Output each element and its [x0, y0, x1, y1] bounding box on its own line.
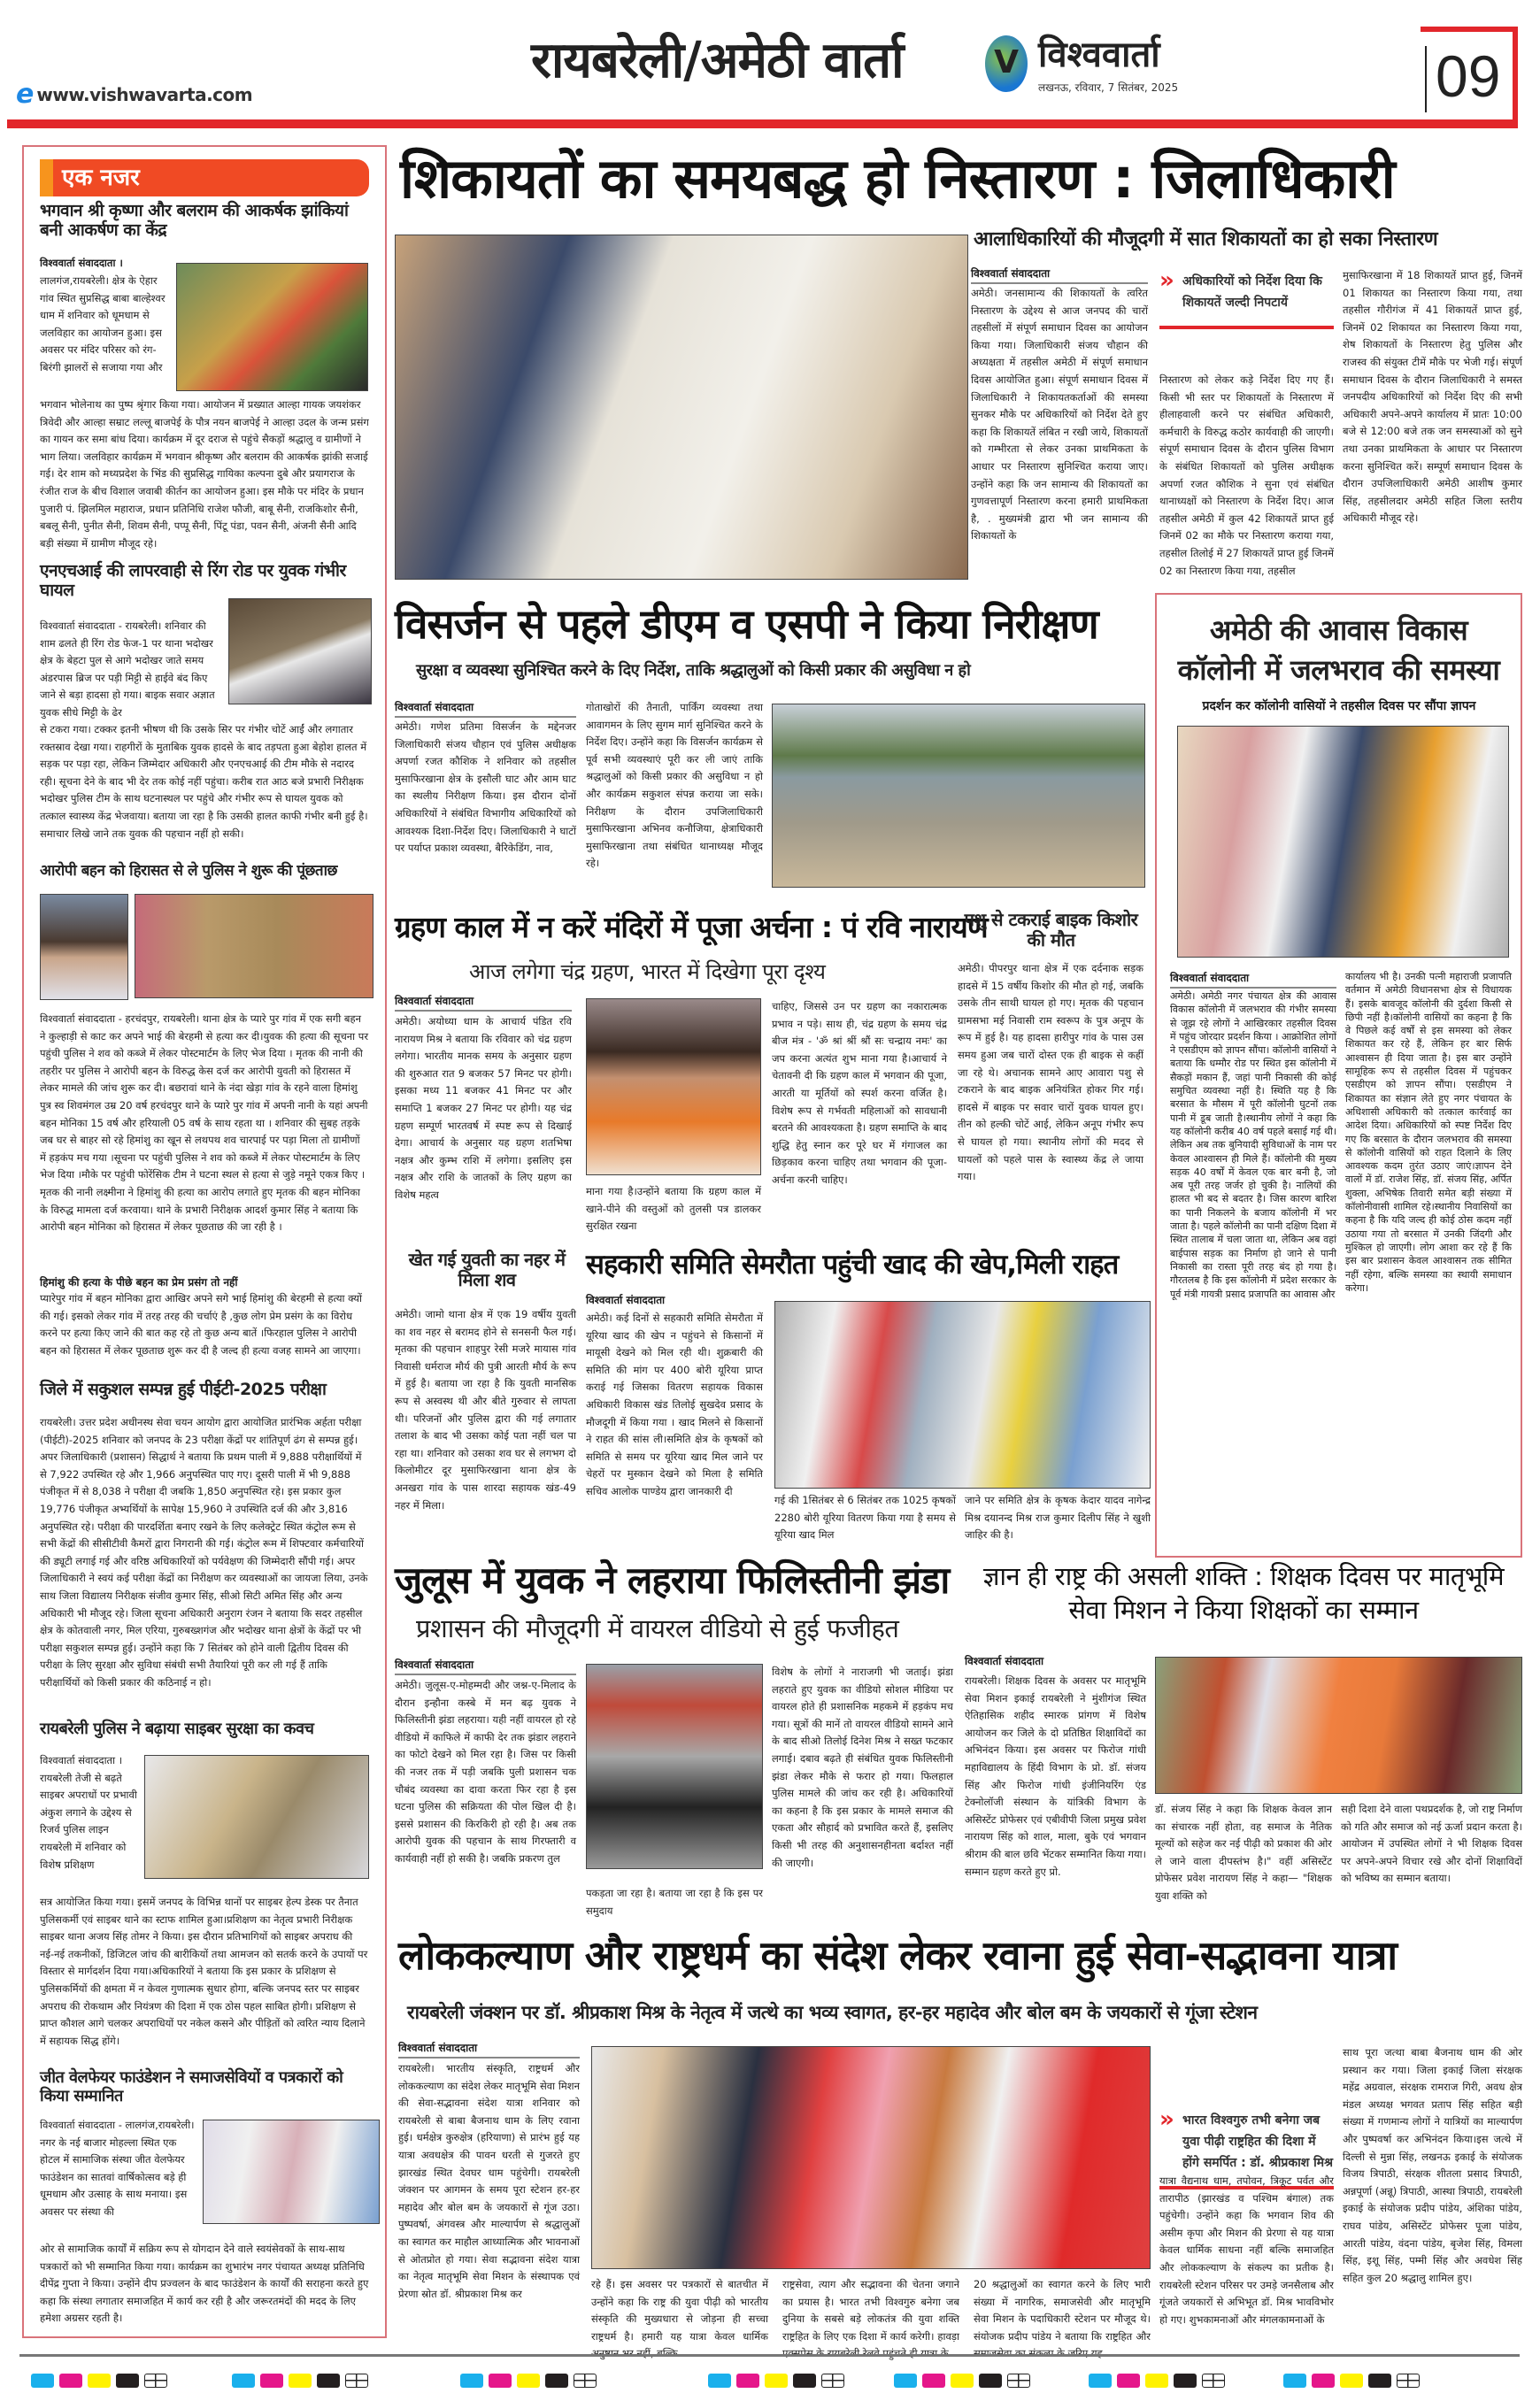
pashu-headline: पशु से टकराई बाइक किशोर की मौत — [964, 909, 1138, 950]
color-registration-marks — [708, 2374, 844, 2388]
byline: विश्ववार्ता संवाददाता — [395, 993, 572, 1014]
victim-portrait-photo — [40, 894, 128, 1000]
grahan-headline: ग्रहण काल में न करें मंदिरों में पूजा अर्चना : पं रवि नारायण — [395, 910, 988, 944]
byline: विश्ववार्ता संवाददाता — [1170, 970, 1336, 991]
julus-subheadline: प्रशासन की मौजूदगी में वायरल वीडियो से हुई फजीहत — [416, 1613, 899, 1643]
lead-column-2: निस्तारण को लेकर कड़े निर्देश दिए गए हैं। किसी भी स्तर पर शिकायतों के निस्तारण में हीलाहवाली करने पर संबंधित अधिकारी, कर्मचारी के विरुद्ध कठोर कार्यवाही की जाएगी। संपूर्ण समाधान दिवस के दौरान पुलिस विभाग के संबंधित शिकायतों को पुलिस अधीक्षक अपर्णा रजत कौशिक ने सुना एवं संबंधित थानाध्यक्षों को निस्तारण के निर्देश दिए। आज तहसील अमेठी में कुल 42 शिकायतें प्राप्त हुई जिनमें 02 का मौके पर निस्तारण कराया गया, तहसील तिलोई में 27 शिकायतें प्राप्त हुई जिनमें 02 का निस्तारण किया गया, तहसील — [1159, 373, 1334, 577]
lokkalyan-column-3: राष्ट्रसेवा, त्याग और सद्भावना की चेतना जगाने का प्रयास है। भारत तभी विश्वगुरु बनेगा जब दुनिया के सबसे बड़े लोकतंत्र की युवा शक्ति राष्ट्रहित के लिए एक दिशा में कार्य करेगी। हावड़ा — [782, 2278, 959, 2343]
story-headline: जीत वेलफेयर फाउंडेशन ने समाजसेवियों व पत्रकारों को किया सम्मानित — [40, 2068, 343, 2105]
story-body: रायबरेली। उत्तर प्रदेश अधीनस्थ सेवा चयन आयोग द्वारा आयोजित प्रारंभिक अर्हता परीक्षा (पीईटी)-2025 शनिवार को जनपद के 23 परीक्षा केंद्रों पर शांतिपूर्ण ढंग से सम्पन्न हुई। अपर जिलाधिकारी (प्रशासन) सिद्धार्थ ने बताया कि प्रथम पाली में 9,888 परीक्षार्थियों में से 7,922 उपस्थित रहे और 1,966 अनुपस्थित पाए गए। दूसरी पाली में भी 9,888 पंजीकृत में से 8,038 ने परीक्षा दी जबकि 1,850 अनुपस्थित रहे। इस प्रकार कुल 19,776 पंजीकृत अभ्यर्थियों के सापेक्ष 15,960 ने उपस्थिति दर्ज की और 3,816 अनुपस्थित रहे। परीक्षा की पारदर्शिता बनाए रखने के लिए कलेक्ट्रेट स्थित कंट्रोल रूम से सभी केंद्रों की सीसीटीवी कैमरों द्वारा निगरानी की गई। कंट्रोल रूम में शिफ्टवार कर्मचारियों की ड्यूटी लगाई गई और वरिष्ठ अधिकारियों को पर्यवेक्षण की जिम्मेदारी सौंपी गई। अपर जिलाधिकारी ने स्वयं कई परीक्षा केंद्रों का निरीक्षण कर व्यवस्थाओं का जायजा लिया, उनके साथ जिला विद्यालय निरीक्षक संजीव कुमार सिंह, सीओ सिटी अमित सिंह और अन्य अधिकारी भी मौजूद रहे। जिला सूचना अधिकारी अनुराग रंजन ने बताया कि सदर तहसील क्षेत्र के कोतवाली नगर, मिल एरिया, गुरुबख्शगंज और भदोखर थाना क्षेत्रों के केंद्रों पर भी परीक्षा सकुशल सम्पन्न हुई। उन्होंने कहा कि 7 सितंबर को होने वाली द्वितीय दिवस की परीक्षा के लिए सुरक्षा और सुविधा संबंधी सभी तैयारियां पूरी कर ली गई हैं ताकि परीक्षार्थियों को किसी प्रकार की कठिनाई न हो। — [40, 1416, 368, 1689]
color-registration-marks — [460, 2374, 597, 2388]
visarjan-column-1: अमेठी। गणेश प्रतिमा विसर्जन के मद्देनजर जिलाधिकारी संजय चौहान एवं पुलिस अधीक्षक अपर्णा रजत कौशिक ने शनिवार को तहसील मुसाफिरखाना क्षेत्र के इसौली घाट और आम घाट का स्थलीय निरीक्षण किया। इस दौरान दोनों अधिकारियों ने संबंधित विभागीय अधिकारियों को आवश्यक दिशा-निर्देश दिए। जिलाधिकारी ने घाटों पर पर्याप्त प्रकाश व्यवस्था, बैरिकेडिंग, नाव, — [395, 720, 576, 855]
visarjan-headline: विसर्जन से पहले डीएम व एसपी ने किया निरीक्षण — [395, 600, 1098, 648]
story-byline: विश्ववार्ता संवाददाता । — [40, 257, 123, 269]
lead-subheadline: आलाधिकारियों की मौजूदगी में सात शिकायतों का हो सका निस्तारण — [974, 228, 1438, 250]
awas-headline: अमेठी की आवास विकास कॉलोनी में जलभराव की समस्या — [1177, 613, 1500, 687]
khet-headline: खेत गई युवती का नहर में मिला शव — [408, 1249, 566, 1290]
byline: विश्ववार्ता संवाददाता — [395, 699, 576, 720]
globe-v-logo-icon: V — [985, 35, 1028, 92]
story-body: सत्र आयोजित किया गया। इसमें जनपद के विभिन्न थानों पर साइबर हेल्प डेस्क पर तैनात पुलिसकर्मी एवं साइबर थाने का स्टाफ शामिल हुआ।प्रशिक्षण का नेतृत्व प्रभारी निरीक्षक साइबर थाना अजय सिंह तोमर ने किया। इस दौरान प्रतिभागियों को साइबर अपराध की नई-नई तकनीकों, डिजिटल जांच की बारीकियों तथा आमजन को सतर्क करने के उपायों पर विस्तार से मार्गदर्शन दिया गया।अधिकारियों ने बताया कि इस प्रकार के प्रशिक्षण से पुलिसकर्मियों की क्षमता में न केवल गुणात्मक सुधार होगा, बल्कि जनपद स्तर पर साइबर अपराध की रोकथाम और नियंत्रण की दिशा में एक ठोस पहल साबित होगी। प्रशिक्षण से प्राप्त कौशल आगे चलकर अपराधियों पर नकेल कसने और पीड़ितों को त्वरित न्याय दिलाने में सहायक सिद्ध होंगे। — [40, 1896, 368, 2047]
website-link[interactable]: e www.vishwavarta.com — [16, 79, 253, 110]
footer-rule — [19, 2354, 1520, 2357]
sahkari-column-1: अमेठी। कई दिनों से सहकारी समिति सेमरौता में यूरिया खाद की खेप न पहुंचने से किसानों में मायूसी देखने को मिल रही थी। शुक्रबारी की समिति की मांग पर 400 बोरी यूरिया प्राप्त कराई गई जिसका वितरण सहायक विकास अधिकारी विकास खंड तिलोई सुखदेव प्रसाद के मौजदूगी में किया गया । खाद मिलने से किसानों ने राहत की सांस ली।समिति क्षेत्र के कृषकों को समिति से समय पर यूरिया खाद मिल जाने पर चेहरों पर मुस्कान देखने को मिला है समिति सचिव आलोक पाण्डेय द्वारा जानकारी दी — [586, 1312, 763, 1497]
story-body: विश्ववार्ता संवाददाता - रायबरेली। शनिवार की शाम ढलते ही रिंग रोड फेज-1 पर थाना भदोखर क्षेत्र के बेहटा पुल से आगे भदोखर जाते समय अंडरपास ब्रिज पर पड़ी मिट्टी से हाईवे बंद किए जाने से बड़ा हादसा हो गया। बाइक सवार अज्ञात युवक सीधे मिट्टी के ढेर — [40, 619, 215, 719]
urea-distribution-photo — [774, 1301, 1151, 1489]
julus-column-1: अमेठी। जुलूस-ए-मोहम्मदी और जश्न-ए-मिलाद के दौरान इन्हौना कस्बे में मन बढ़ युवक ने फिलिस्तीनी झंडा लहराया। यही नहीं वायरल हो रहे वीडियो में काफिले में काफी देर तक झंडार लहराने का फोटो देखने को मिल रहा है। जिस पर किसी की नजर तक में पड़ी जबकि पुली प्रशासन चक चौबंद व्यवस्था का दावा करता फिर रहा है इस घटना पुलिस की सक्रियता की पोल खिल दी है।इससे प्रशासन की किरकिरी हो रही है। अब तक आरोपी युवक की पहचान के साथ गिरफ्तारी व कार्यवाही नहीं हो सकी है। जबकि प्रकरण तुल — [395, 1679, 576, 1865]
pashu-body: अमेठी। पीपरपुर थाना क्षेत्र में एक दर्दनाक सड़क हादसे में 15 वर्षीय किशोर की मौत हो गई, जबकि उसके तीन साथी घायल हो गए। मृतक की पहचान ग्रामसभा मई निवासी राम स्वरूप के पुत्र अनूप के रूप में हुई है। यह हादसा हारीपुर गांव के पास उस समय हुआ जब चारों दोस्त एक ही बाइक से कहीं जा रहे थे। अचानक सामने आए आवारा पशु से टकराने के बाद बाइक अनियंत्रित होकर गिर गई।हादसे में बाइक पर सवार चारों युवक घायल हुए। तीन को हल्की चोटें आई, लेकिन अनूप गंभीर रूप से घायल हो गया। स्थानीय लोगों की मदद से घायलों को पहले पास के स्वास्थ्य केंद्र ले जाया गया। — [958, 962, 1143, 1183]
story-headline: रायबरेली पुलिस ने बढ़ाया साइबर सुरक्षा का कवच — [40, 1720, 314, 1738]
chevron-quote-icon: » — [1159, 267, 1174, 294]
sahkari-column-2: गई की 1सितंबर से 6 सितंबर तक 1025 कृषकों 2280 बोरी यूरिया वितरण किया गया है समय से यूरिया खाद मिल — [774, 1494, 956, 1542]
story-headline: आरोपी बहन को हिरासत से ले पुलिस ने शुरू की पूंछताछ — [40, 862, 337, 880]
story-body: विश्ववार्ता संवाददाता । रायबरेली तेजी से बढ़ते साइबर अपराधों पर प्रभावी अंकुश लगाने के उद्देश्य से रिजर्व पुलिस लाइन रायबरेली में शनिवार को विशेष प्रशिक्षण — [40, 1754, 137, 1871]
palestine-flag-procession-photo — [586, 1664, 763, 1869]
lokkalyan-subheadline: रायबरेली जंक्शन पर डॉ. श्रीप्रकाश मिश्र के नेतृत्व में जत्थे का भव्य स्वागत, हर-हर महादेव और बोल बम के जयकारों से गूंजा स्टेशन — [407, 2002, 1258, 2023]
samadhan-diwas-meeting-photo — [395, 235, 968, 580]
khet-body: अमेठी। जामो थाना क्षेत्र में एक 19 वर्षीय युवती का शव नहर से बरामद होने से सनसनी फैल गई। मृतका की पहचान शाहपुर रेसी मजरे मायास गांव निवासी धर्मराज मौर्य की पुत्री आरती मौर्य के रूप में हुई है। बताया जा रहा है कि युवती मानसिक रूप से अस्वस्थ थी और बीते गुरुवार से लापता थी। परिजनों और पुलिस द्वारा की गई लगातार तलाश के बाद भी उसका कोई पता नहीं चल पा रहा था। शनिवार को उसका शव घर से लगभग दो किलोमीटर दूर मुसाफिरखाना थाना क्षेत्र के अनखरा गांव के पास शारदा सहायक खंड-49 नहर में मिला। — [395, 1308, 576, 1512]
julus-column-3: विशेष के लोगों ने नाराजगी भी जताई। झंडा लहराते हुए युवक का वीडियो सोशल मीडिया पर वायरल होते ही प्रशासनिक महकमे में हड़कंप मच गया। सूत्रों की मानें तो वायरल वीडियो सामने आने के बाद सीओ तिलोई दिनेश मिश्र ने सख्त फटकार लगाई। दबाव बढ़ते ही संबंधित युवक फिलिस्तीनी झंडा लेकर मौके से फरार हो गया। फिलहाल पुलिस मामले की जांच कर रही है। अधिकारियों का कहना है कि इस प्रकार के मामले समाज की एकता और सौहार्द को प्रभावित करते हैं, इसलिए किसी भी तरह की अनुशासनहीनता बर्दाश्त नहीं की जाएगी। — [772, 1666, 953, 1869]
story-headline: जिले में सकुशल सम्पन्न हुई पीईटी-2025 परीक्षा — [40, 1380, 327, 1399]
injured-youth-photo — [228, 598, 372, 704]
byline: विश्ववार्ता संवाददाता — [586, 1294, 666, 1306]
visarjan-column-2: गोताखोरों की तैनाती, पार्किंग व्यवस्था तथा आवागमन के लिए सुगम मार्ग सुनिश्चित करने के निर्देश दिए। उन्होंने कहा कि विसर्जन कार्यक्रम से पूर्व सभी व्यवस्थाएं पूरी कर ली जाएं ताकि श्रद्धालुओं को किसी प्रकार की असुविधा न हो और कार्यक्रम सकुशल संपन्न कराया जा सके। निरीक्षण के दौरान उपजिलाधिकारी मुसाफिरखाना अभिनव कनौजिया, क्षेत्राधिकारी मुसाफिरखाना तथा संबंधित थानाध्यक्ष मौजूद रहे। — [586, 701, 763, 870]
header-red-bar — [7, 119, 1518, 128]
ghat-inspection-photo — [772, 704, 1145, 888]
lokkalyan-pullquote: » भारत विश्वगुरु तभी बनेगा जब युवा पीढ़ी राष्ट्रहित की दिशा में होंगे समर्पित : डॉ. श्रीप्रकाश मिश्र — [1159, 2106, 1334, 2189]
lokkalyan-column-6: साथ पूरा जत्था बाबा बैजनाथ धाम की ओर प्रस्थान कर गया। जिला इकाई जिला संरक्षक महेंद्र अग्रवाल, संरक्षक रामराज गिरी, अवध क्षेत्र मंडल अध्यक्ष भगवत प्रताप सिंह सहित बड़ी संख्या में गणमान्य लोगों ने यात्रियों का माल्यार्पण और पुष्पवर्षा कर अभिनंदन किया।इस जत्थे में दिल्ली से मुन्ना सिंह, लखनऊ इकाई के संयोजक विजय त्रिपाठी, संरक्षक शीतला प्रसाद त्रिपाठी, अन्नपूर्णा (अन्नू) त्रिपाठी, आस्था त्रिपाठी, रायबरेली इकाई के संयोजक प्रदीप पांडेय, अंशिका पांडेय, राघव पांडेय, असिस्टेंट प्रोफेसर पूजा पांडेय, आरती पांडेय, वंदना पांडेय, बृजेश सिंह, विमला सिंह, इशू सिंह, पम्मी सिंह और अवधेश सिंह सहित कुल 20 श्रद्धालु शामिल हुए। — [1343, 2046, 1522, 2284]
pandit-ravi-narayan-photo — [586, 998, 761, 1175]
story-body: विश्ववार्ता संवाददाता - लालगंज,रायबरेली।नगर के नई बाजार मोहल्ला स्थित एक होटल में सामाजिक संस्था जीत वेलफेयर फाउंडेशन का सातवां वार्षिकोत्सव बड़े ही धूमधाम और उत्साह के साथ मनाया। इस अवसर पर संस्था की — [40, 2119, 195, 2218]
story-headline: भगवान श्री कृष्णा और बलराम की आकर्षक झांकियां बनी आकर्षण का केंद्र — [40, 201, 349, 240]
lead-column-3: मुसाफिरखाना में 18 शिकायतें प्राप्त हुई, जिनमें 01 शिकायत का निस्तारण किया गया, तथा तहसील गौरीगंज में 41 शिकायतें प्राप्त हुई, जिनमें 02 शिकायत का निस्तारण किया गया, शेष शिकायतों के निस्तारण हेतु पुलिस और राजस्व की संयुक्त टीमें मौके पर भेजी गई। संपूर्ण समाधान दिवस के दौरान जिलाधिकारी ने समस्त जनपदीय अधिकारियों को निर्देश दिए की सभी अधिकारी अपने-अपने कार्यालय में प्रातः 10:00 बजे से 12:00 बजे तक जन समस्याओं को सुने तथा उनका प्राथमिकता के आधार पर निस्तारण करना सुनिश्चित करें। सम्पूर्ण समाधान दिवस के दौरान उपजिलाधिकारी अमेठी आशीष कुमार सिंह, तहसीलदार अमेठी सहित जिला स्तरीय अधिकारी मौजूद रहे। — [1343, 269, 1522, 525]
color-registration-marks — [894, 2374, 1030, 2388]
story-body: विश्ववार्ता संवाददाता - हरचंदपुर, रायबरेली। थाना क्षेत्र के प्यारे पुर गांव में एक सगी बहन ने कुल्हाड़ी से काट कर अपने भाई की बेरहमी से हत्या कर दी।युवक की हत्या की सूचना पर पहुंची पुलिस ने शव को कब्जे में लेकर पोस्टमार्टम के लिए भेज दिया । मृतक की नानी की तहरीर पर पुलिस ने आरोपी बहन के विरुद्ध केस दर्ज कर आरोपी युवती को हिरासत में लेकर मामले की जांच शुरू कर दी। बछरावां थाने के नंदा खेड़ा गांव के रहने वाला हिमांशु पुत्र स्व शिवमंगल उम्र 20 वर्ष हरचंदपुर थाने के प्यारे पुर गांव में अपनी नानी के यहां अपनी बहन मोनिका 15 वर्ष और हरियाली 05 वर्ष के साथ रहता था । शनिवार की सुबह तड़के जब घर से बाहर सो रहे हिमांशु का खून से लथपथ शव चारपाई पर पड़ा मिला तो ग्रामीणों में हड़कंप मच गया ।सूचना पर पहुंची पुलिस ने शव को कब्जे में लेकर पोस्टमार्टम के लिए भेज दिया ।मौके पर पहुंची फोरेंसिक टीम ने घटना स्थल से हत्या से जुड़े नमूने एकत्र किए ।मृतक की नानी लक्ष्मीना ने हिमांशु की हत्या का आरोप लगाते हुए मृतक की बहन मोनिका के विरुद्ध मामला दर्ज करवाया। थाने के प्रभारी निरीक्षक आदर्श कुमार सिंह ने बताया कि आरोपी बहन मोनिका को हिरासत में लेकर पूछताछ की जा रही है । — [40, 1012, 369, 1234]
awas-column-2: कार्यालय भी है। उनकी पत्नी महाराजी प्रजापति वर्तमान में अमेठी विधानसभा क्षेत्र से विधायक हैं। इसके बावजूद कॉलोनी की दुर्दशा किसी से छिपी नहीं है।कॉलोनी वासियों का कहना है कि वे पिछले कई वर्षों से इस समस्या को लेकर शिकायत कर रहे हैं, लेकिन हर बार सिर्फ आश्वासन ही दिया जाता है। इस बार उन्होंने सामूहिक रूप से तहसील दिवस में पहुंचकर एसडीएम को ज्ञापन सौंपा। एसडीएम ने शिकायत का संज्ञान लेते हुए नगर पंचायत के अधिशासी अधिकारी को तत्काल कार्रवाई का आदेश दिया। अधिकारियों को स्पष्ट निर्देश दिए गए कि बरसात के दौरान जलभराव की समस्या से कॉलोनी वासियों को राहत दिलाने के लिए आवश्यक कदम तुरंत उठाए जाएं।ज्ञापन देने वालों में डॉ. राजेश सिंह, डॉ. संजय सिंह, अर्पित शुक्ला, अभिषेक तिवारी समेत बड़ी संख्या में कॉलोनीवासी शामिल रहे।स्थानीय निवासियों का कहना है कि यदि जल्द ही कोई ठोस कदम नहीं उठाया गया तो बरसात में उनकी जिंदगी और मुश्किल हो जाएगी। लोग आशा कर रहे हैं कि इस बार प्रशासन केवल आश्वासन तक सीमित नहीं रहेगा, बल्कि समस्या का स्थायी समाधान करेगा। — [1345, 971, 1512, 1294]
lokkalyan-column-5: यात्रा वैद्यनाथ धाम, तपोवन, त्रिकूट पर्वत और तारापीठ (झारखंड व पश्चिम बंगाल) तक पहुंचेगी। उन्होंने कहा कि भगवान शिव की असीम कृपा और मिशन की प्रेरणा से यह यात्रा केवल धार्मिक साधना नहीं बल्कि समाजहित और लोककल्याण के संकल्प का प्रतीक है। रायबरेली स्टेशन परिसर पर उमड़े जनसैलाब और गूंजते जयकारों से अभिभूत डॉ. मिश्र भावविभोर हो गए। शुभकामनाओं और मंगलकामनाओं के — [1159, 2174, 1334, 2326]
lokkalyan-headline: लोककल्याण और राष्ट्रधर्म का संदेश लेकर रवाना हुई सेवा-सद्भावना यात्रा — [398, 1932, 1398, 1979]
grahan-column-1: अमेठी। अयोध्या धाम के आचार्य पंडित रवि नारायण मिश्र ने बताया कि रविवार को चंद्र ग्रहण लगेगा। भारतीय मानक समय के अनुसार ग्रहण की शुरुआत रात 9 बजकर 57 मिनट पर होगी। इसका मध्य 11 बजकर 41 मिनट पर और समाप्ति 1 बजकर 27 मिनट पर होगी। यह चंद्र ग्रहण सम्पूर्ण भारतवर्ष में स्पष्ट रूप से दिखाई देगा। आचार्य के अनुसार यह ग्रहण शतभिषा नक्षत्र और कुम्भ राशि में लगेगा। इसलिए इस नक्षत्र और राशि के जातकों के लिए ग्रहण का विशेष महत्व — [395, 1015, 572, 1201]
story-body: प्यारेपुर गांव में बहन मोनिका द्वारा आखिर अपने सगे भाई हिमांशु की बेरहमी से हत्या क्यों की गई। इसको लेकर गांव में तरह तरह की चर्चाएं है ,कुछ लोग प्रेम प्रसंग के का विरोध करने पर हत्या किए जाने की बात कह रहे तो कुछ अन्य बातें ।फिरहाल पुलिस ने आरोपी बहन को हिरासत में लेकर पूछताछ शुरू कर दी है जल्द ही हत्या वजह सामने आ जाएगा। — [40, 1292, 362, 1357]
story-headline: एनएचआई की लापरवाही से रिंग रोड पर युवक गंभीर घायल — [40, 561, 346, 600]
gyan-headline: ज्ञान ही राष्ट्र की असली शक्ति : शिक्षक दिवस पर मातृभूमि सेवा मिशन ने किया शिक्षकों का सम्मान — [982, 1561, 1505, 1625]
byline: विश्ववार्ता संवाददाता — [398, 2040, 580, 2061]
julus-headline: जुलूस में युवक ने लहराया फिलिस्तीनी झंडा — [395, 1558, 950, 1602]
story-body: से टकरा गया। टक्कर इतनी भीषण थी कि उसके सिर पर गंभीर चोटें आईं और लगातार रक्तस्राव देखा गया। राहगीरों के मुताबिक युवक हादसे के बाद तड़पता हुआ बेहोश हालत में सड़क पर पड़ा रहा, लेकिन जिम्मेदार अधिकारी और एनएचआई की टीम मौके से नदारद रही। सूचना देने के बाद भी देर तक कोई नहीं पहुंचा। करीब रात आठ बजे प्रभारी निरीक्षक भदोखर पुलिस टीम के साथ घटनास्थल पर पहुंचे और गंभीर रूप से घायल युवक को तत्काल स्वास्थ्य केंद्र भेजवाया। बताया जा रहा है कि उसकी हालत काफी गंभीर बनी हुई है। समाचार लिखे जाने तक युवक की पहचान नहीं हो सकी। — [40, 723, 368, 840]
teachers-honour-photo — [1155, 1657, 1522, 1794]
section-title: रायबरेली/अमेठी वार्ता — [531, 32, 904, 89]
jalvihar-jhanki-photo — [176, 263, 368, 391]
color-registration-marks — [1283, 2374, 1420, 2388]
lokkalyan-column-4: 20 श्रद्धालुओं का स्वागत करने के लिए भारी संख्या में नागरिक, समाजसेवी और मातृभूमि सेवा मिशन के पदाधिकारी स्टेशन पर मौजूद थे। संयोजक प्रदीप पांडेय ने बताया कि राष्ट्रहित और — [974, 2278, 1151, 2343]
grahan-subheadline: आज लगेगा चंद्र ग्रहण, भारत में दिखेगा पूरा दृश्य — [469, 959, 826, 984]
grahan-column-2: माना गया है।उन्होंने बताया कि ग्रहण काल में खाने-पीने की वस्तुओं को तुलसी पत्र डालकर सुरक्षित रखना — [586, 1185, 761, 1233]
lokkalyan-column-2: रहे हैं। इस अवसर पर पत्रकारों से बातचीत में उन्होंने कहा कि राष्ट्र की युवा पीढ़ी को भारतीय संस्कृति की मुख्यधारा से जोड़ना ही सच्चा राष्ट्रधर्म है। हमारी यह यात्रा केवल धार्मिक — [591, 2278, 768, 2343]
chevron-quote-icon: » — [1159, 2106, 1174, 2133]
gyan-column-3: सही दिशा देने वाला पथप्रदर्शक है, जो राष्ट्र निर्माण को गति और समाज को नई ऊर्जा प्रदान करता है। आयोजन में उपस्थित लोगों ने भी शिक्षक दिवस पर अपने-अपने विचार रखे और दोनों शिक्षाविदों को भविष्य का सम्मान बताया। — [1341, 1803, 1523, 1885]
jeet-welfare-group-photo — [203, 2120, 380, 2224]
sahkari-headline: सहकारी समिति सेमरौता पहुंची खाद की खेप,मिली राहत — [586, 1249, 1119, 1281]
gyan-column-1: रायबरेली। शिक्षक दिवस के अवसर पर मातृभूमि सेवा मिशन इकाई रायबरेली ने मुंशीगंज स्थित ऐतिहासिक शहीद स्मारक प्रांगण में विशेष आयोजन कर जिले के दो प्रतिष्ठित शिक्षाविदों का अभिनंदन किया। इस अवसर पर फिरोज गांधी महाविद्यालय के हिंदी विभाग के प्रो. डॉ. संजय सिंह और फिरोज गांधी इंजीनियरिंग एंड टेक्नोलॉजी संस्थान के यांत्रिकी विभाग के असिस्टेंट प्रोफेसर एवं एबीवीपी जिला प्रमुख प्रवेश नारायण सिंह को शाल, माला, बुके एवं भगवान श्रीराम की बाल छवि भेंटकर सम्मानित किया गया। सम्मान ग्रहण करते हुए प्रो. — [965, 1674, 1146, 1878]
lead-column-1: अमेठी। जनसामान्य की शिकायतों के त्वरित निस्तारण के उद्देश्य से आज जनपद की चारों तहसीलों में संपूर्ण समाधान दिवस का आयोजन किया गया। जिलाधिकारी संजय चौहान की अध्यक्षता में तहसील अमेठी में संपूर्ण समाधान दिवस आयोजित हुआ। संपूर्ण समाधान दिवस में जिलाधिकारी ने शिकायतकर्ताओं की समस्या सुनकर मौके पर अधिकारियों को निर्देश देते हुए कहा कि शिकायतें लंबित न रखी जाये, शिकायतों को गम्भीरता से लेकर उनका प्राथमिकता के आधार पर निस्तारण सुनिश्चित कराया जाए। उन्होंने कहा कि जन सामान्य की शिकायतों का गुणवत्तापूर्ण निस्तारण करना हमारी प्राथमिकता है, . मुख्यमंत्री द्वारा भी जन सामान्य की शिकायतों के — [971, 287, 1148, 543]
byline: विश्ववार्ता संवाददाता — [395, 1657, 576, 1678]
story-body: भगवान भोलेनाथ का पुष्प श्रृंगार किया गया। आयोजन में प्रख्यात आल्हा गायक जयशंकर त्रिवेदी और आल्हा सम्राट लल्लू बाजपेई के पौत्र नयन बाजपेई ने आल्हा उदल के जन्म प्रसंग का गायन कर समा बांध दिया। कार्यक्रम में दूर दराज से पहुंचे सैकड़ों श्रद्धालु व ग्रामीणों ने भाग लिया। जलविहार कार्यक्रम में भगवान श्रीकृष्ण और बलराम की आकर्षक झांकी सजाई गई। देर शाम को मध्यप्रदेश के भिंड की सुप्रसिद्ध गायिका कल्पना दुबे और प्रयागराज के रंजीत राज के बीच विशाल जवाबी कीर्तन का आयोजन हुआ। इस मौके पर मंदिर के प्रधान पुजारी पं. झिलमिल महाराज, प्रधान प्रतिनिधि राजेश फौजी, बाबू सैनी, राजकिशोर सैनी, बबलू सैनी, पुनीत सैनी, शिवम सैनी, पप्पू सैनी, पिंटू पंडा, पवन सैनी, अंजनी सैनी आदि बड़ी संख्या में ग्रामीण मौजूद रहे। — [40, 398, 369, 550]
color-registration-marks — [1089, 2374, 1225, 2388]
paper-logo: V विश्ववार्ता लखनऊ, रविवार, 7 सितंबर, 2025 — [978, 28, 1244, 99]
visarjan-subheadline: सुरक्षा व व्यवस्था सुनिश्चित करने के दिए निर्देश, ताकि श्रद्धालुओं को किसी प्रकार की असुविधा न हो — [416, 661, 971, 680]
julus-column-2: पकड़ता जा रहा है। बताया जा रहा है कि इस पर समुदाय — [586, 1887, 763, 1917]
lead-pullquote: » अधिकारियों को निर्देश दिया कि शिकायतें जल्दी निपटायें — [1159, 267, 1334, 329]
byline: विश्ववार्ता संवाददाता — [971, 265, 1148, 287]
story-subhead: हिमांशु की हत्या के पीछे बहन का प्रेम प्रसंग तो नहीं — [40, 1276, 238, 1289]
story-body: लालगंज,रायबरेली। क्षेत्र के ऐहार गांव स्थित सुप्रसिद्ध बाबा बाल्हेश्वर धाम में शनिवार को धूमधाम से जलविहार का आयोजन हुआ। इस अवसर पर मंदिर परिसर को रंग-बिरंगी झालरों से सजाया गया और — [40, 274, 166, 373]
awas-subheadline: प्रदर्शन कर कॉलोनी वासियों ने तहसील दिवस पर सौंपा ज्ञापन — [1202, 699, 1476, 713]
grahan-column-3: चाहिए, जिससे उन पर ग्रहण का नकारात्मक प्रभाव न पड़े। साथ ही, चंद्र ग्रहण के समय चंद्र बीज मंत्र - 'ॐ श्रां श्रीं श्रौं सः चन्द्राय नमः' का जप करना अत्यंत शुभ माना गया है।आचार्य ने चेतावनी दी कि ग्रहण काल में भगवान की पूजा, आरती या मूर्तियों को स्पर्श करना वर्जित है। विशेष रूप से गर्भवती महिलाओं को सावधानी बरतने की आवश्यकता है। ग्रहण समाप्ति के बाद शुद्धि हेतु स्नान कर पूरे घर में गंगाजल का छिड़काव करना चाहिए तथा भगवान की पूजा-अर्चना करनी चाहिए। — [772, 1000, 947, 1186]
byline: विश्ववार्ता संवाददाता — [965, 1655, 1044, 1667]
ie-e-icon: e — [16, 79, 35, 110]
lokkalyan-column-1: रायबरेली। भारतीय संस्कृति, राष्ट्रधर्म और लोककल्याण का संदेश लेकर मातृभूमि सेवा मिशन की सेवा-सद्भावना संदेश यात्रा शनिवार को रायबरेली से बाबा बैजनाथ धाम के लिए रवाना हुई। धर्मक्षेत्र कुरुक्षेत्र (हरियाणा) से प्रारंभ हुई यह यात्रा अवधक्षेत्र की पावन धरती से गुजरते हुए झारखंड स्थित देवघर धाम पहुंचेगी। रायबरेली जंक्शन पर आगमन के समय पूरा स्टेशन हर-हर महादेव और बोल बम के जयकारों से गूंज उठा। पुष्पवर्षा, अंगवस्त्र और माल्यार्पण से श्रद्धालुओं का स्वागत कर माहौल आध्यात्मिक और भावनाओं से ओतप्रोत हो गया। सेवा सद्भावना संदेश यात्रा का नेतृत्व मातृभूमि सेवा मिशन के संस्थापक एवं प्रेरणा स्रोत डॉ. श्रीप्रकाश मिश्र कर — [398, 2062, 580, 2300]
awas-column-1: अमेठी। अमेठी नगर पंचायत क्षेत्र की आवास विकास कॉलोनी में जलभराव की गंभीर समस्या से जूझ रहे लोगों ने आखिरकार तहसील दिवस में पहुंच जोरदार प्रदर्शन किया । आक्रोशित लोगों ने एसडीएम को ज्ञापन सौंपा। कॉलोनी वासियों ने बताया कि धम्मौर रोड पर स्थित इस कॉलोनी में सैकड़ों मकान हैं, जहां पानी निकासी की कोई समुचित व्यवस्था नहीं है। स्थिति यह है कि बरसात के मौसम में पूरी कॉलोनी घुटनों तक पानी में डूब जाती है।स्थानीय लोगों ने कहा कि यह कॉलोनी करीब 40 वर्ष पहले बसाई गई थी। लेकिन अब तक बुनियादी सुविधाओं के नाम पर केवल आश्वासन ही मिले हैं। कॉलोनी की मुख्य सड़क 40 वर्षों में केवल एक बार बनी है, जो अब पूरी तरह जर्जर हो चुकी है। नालियों की हालत भी बद से बदतर है। जिस कारण बारिश का पानी निकलने के बजाय कॉलोनी में भर जाता है। पहले कॉलोनी का पानी दक्षिण दिशा में स्थित तालाब में चला जाता था, लेकिन अब वहां बाईपास सड़क का निर्माण हो जाने से पानी निकासी का रास्ता पूरी तरह बंद हो गया है।गौरतलब है कि इस कॉलोनी में प्रदेश सरकार के पूर्व मंत्री गायत्री प्रसाद प्रजापति का आवास और — [1170, 990, 1336, 1300]
ek-nazar-label: एक नजर — [40, 159, 369, 196]
gyan-column-2: डॉ. संजय सिंह ने कहा कि शिक्षक केवल ज्ञान का संचारक नहीं होता, वह समाज के नैतिक मूल्यों को सहेज कर नई पीढ़ी को प्रकाश की ओर ले जाने वाला दीपस्तंभ है।" वहीं असिस्टेंट प्रोफेसर प्रवेश नारायण सिंह ने कहा— "शिक्षक युवा शक्ति को — [1155, 1803, 1332, 1902]
sahkari-column-3: जाने पर समिति क्षेत्र के कृषक केदार यादव नागेन्द्र मिश्र दयानन्द मिश्र राज कुमार दिलीप सिंह ने खुशी जाहिर की है। — [965, 1494, 1151, 1542]
police-investigation-photo — [135, 894, 373, 998]
cyber-training-photo — [144, 1755, 369, 1879]
story-body: ओर से सामाजिक कार्यों में सक्रिय रूप से योगदान देने वाले स्वयंसेवकों के साथ-साथ पत्रकारों को भी सम्मानित किया गया। कार्यक्रम का शुभारंभ नगर पंचायत अध्यक्ष प्रतिनिधि दीपेंद्र गुप्ता ने किया। उन्होंने दीप प्रज्वलन के बाद फाउंडेशन के कार्यों की सराहना करते हुए कहा कि संस्था लगातार समाजहित में कार्य कर रही है और जरूरतमंदों की मदद के लिए हमेशा अग्रसर रहती है। — [40, 2243, 369, 2325]
colony-protest-photo — [1177, 726, 1509, 958]
color-registration-marks — [232, 2374, 368, 2388]
lead-headline: शिकायतों का समयबद्ध हो निस्तारण : जिलाधिकारी — [400, 146, 1395, 211]
yatra-station-welcome-photo — [591, 2046, 1151, 2269]
color-registration-marks — [31, 2374, 167, 2388]
page-number: 09 — [1436, 43, 1501, 109]
